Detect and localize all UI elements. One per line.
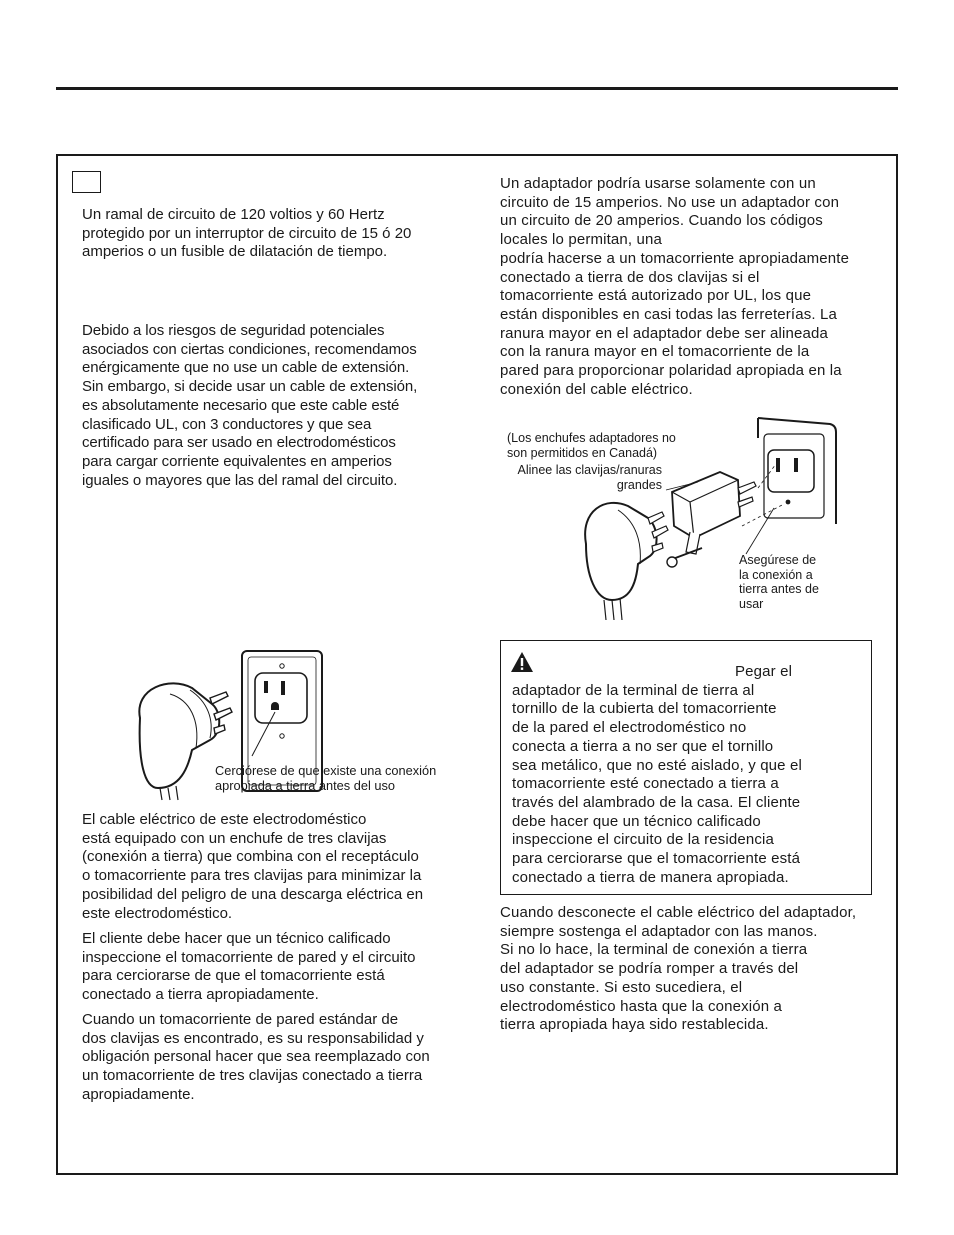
warning-body xyxy=(512,663,868,887)
ground-connection-caption: Asegúrese de la conexión a tierra antes de usar xyxy=(739,553,819,611)
three-prong-plug-text: El cable eléctrico de este electrodoméstico está equipado con un enchufe de tres clavijas (conexión a tierra) que combina con el receptáculo o tomacorriente para tres clavijas para minimizar la posibilidad del peligro de una descarga eléctrica en este electrodoméstico. xyxy=(82,811,424,922)
extension-cord-text: Debido a los riesgos de seguridad potenciales asociados con ciertas condiciones, recomendamos enérgicamente que no use un cable de extensión. Sin embargo, si decide usar un cable de extensión, es absolutamente necesario que este cable esté clasificado UL, con 3 conductores y que sea certificado para ser usado en electrodomésticos para cargar corriente equivalentes en amperios iguales o mayores que las del ramal del circuito. xyxy=(82,322,418,489)
checkbox-icon xyxy=(72,171,101,193)
adapter-canada-note: (Los enchufes adaptadores no son permitidos en Canadá) xyxy=(507,431,676,460)
figure1-caption: Cerciórese de que existe una conexión apropiada a tierra antes del uso xyxy=(215,763,437,793)
warning-rest: adaptador de la terminal de tierra al tornillo de la cubierta del tomacorriente de la pared el electrodoméstico no conecta a tierra a no ser que el tornillo sea metálico, que no esté aislado, y que el tomacorriente esté conectado a tierra a través del alambrado de la casa. El cliente debe hacer que un técnico calificado inspeccione el circuito de la residencia para cerciorarse que el tomacorriente está conectado a tierra de manera apropiada. xyxy=(512,681,802,886)
technician-inspection-text: El cliente debe hacer que un técnico calificado inspeccione el tomacorriente de pared y el circuito para cerciorarse de que el tomacorriente está conectado a tierra apropiadamente. xyxy=(82,930,416,1004)
adapter-disconnect-text: Cuando desconecte el cable eléctrico del adaptador, siempre sostenga el adaptador con las manos. Si no lo hace, la terminal de conexión a tierra del adaptador se podría romper a través del uso constante. Si esto sucediera, el electrodoméstico hasta que la conexión a tierra apropiada haya sido restablecida. xyxy=(500,904,857,1034)
warning-first-line: Pegar el xyxy=(735,663,793,680)
header-rule xyxy=(56,87,898,90)
circuit-requirement-text: Un ramal de circuito de 120 voltios y 60 Hertz protegido por un interruptor de circuito de 15 ó 20 amperios o un fusible de dilatación de tiempo. xyxy=(82,206,412,261)
align-slots-caption: Alinee las clavijas/ranuras grandes xyxy=(517,463,662,492)
adapter-usage-text: Un adaptador podría usarse solamente con un circuito de 15 amperios. No use un adaptador con un circuito de 20 amperios. Cuando los códigos locales lo permitan, una podría hacerse a un tomacorriente apropiadamente conectado a tierra de dos clavijas si el tomacorriente está autorizado por UL, los que están disponibles en casi todas las ferreterías. La ranura mayor en el adaptador debe ser alineada con la ranura mayor en el tomacorriente de la pared para proporcionar polaridad apropiada en la conexión del cable eléctrico. xyxy=(500,175,850,398)
two-prong-replacement-text: Cuando un tomacorriente de pared estándar de dos clavijas es encontrado, es su responsabilidad y obligación personal hacer que sea reemplazado con un tomacorriente de tres clavijas conectado a tierra apropiadamente. xyxy=(82,1011,430,1103)
